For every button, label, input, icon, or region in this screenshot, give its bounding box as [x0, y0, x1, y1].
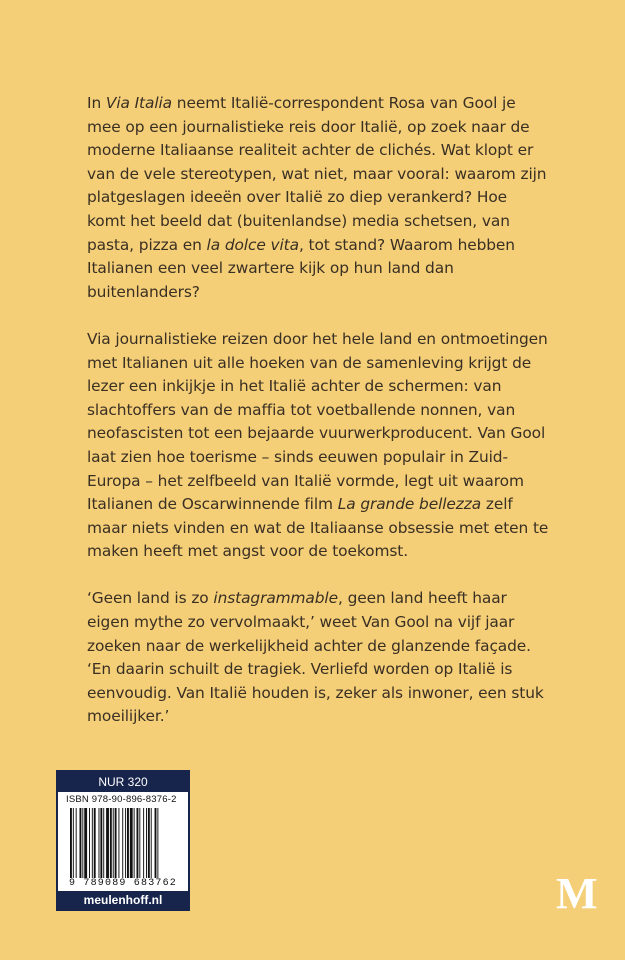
- nur-label: NUR 320: [58, 772, 188, 792]
- film-title: La grande bellezza: [337, 495, 482, 514]
- publisher-website: meulenhoff.nl: [58, 891, 188, 909]
- blurb-paragraph-3: ‘Geen land is zo instagrammable, geen land heeft haar eigen mythe zo vervolmaakt,’ weet Van Gool na vijf jaar zoeken naar de werkelijkheid achter de glanzende façade. ‘En daarin schuilt de tragiek. Verliefd worden op Italië is eenvoudig. Van Italië houden is, zeker als inwoner, een stuk moeilijker.’: [87, 589, 544, 726]
- back-cover-blurb: [87, 92, 549, 729]
- blurb-paragraph-1: In Via Italia neemt Italië-correspondent Rosa van Gool je mee op een journalistieke reis door Italië, op zoek naar de moderne Italiaanse realiteit achter de clichés. Wat klopt er van de vele stereotypen, wat niet, maar vooral: waarom zijn platgeslagen ideeën over Italië zo diep verankerd? Hoe komt het beeld dat (buitenlandse) media schetsen, van pasta, pizza en la dolce vita, tot stand? Waarom hebben Italianen een veel zwartere kijk op hun land dan buitenlanders?: [87, 94, 547, 301]
- barcode-icon: [70, 808, 180, 878]
- isbn-label: ISBN 978-90-896-8376-2: [66, 794, 177, 805]
- publisher-logo: M: [556, 869, 598, 918]
- barcode-digits: 9 789089 683762: [68, 878, 177, 889]
- barcode-box: [56, 770, 190, 911]
- blurb-paragraph-2: Via journalistieke reizen door het hele land en ontmoetingen met Italianen uit alle hoeken van de samenleving krijgt de lezer een inkijkje in het Italië achter de schermen: van slachtoffers van de maffia tot voetballende nonnen, van neofascisten tot een bejaarde vuurwerkproducent. Van Gool laat zien hoe toerisme – sinds eeuwen populair in Zuid-Europa – het zelfbeeld van Italië vormde, legt uit waarom Italianen de Oscarwinnende film La grande bellezza zelf maar niets vinden en wat de Italiaanse obsessie met eten te maken heeft met angst voor de toekomst.: [87, 329, 549, 561]
- book-title: Via Italia: [105, 94, 173, 112]
